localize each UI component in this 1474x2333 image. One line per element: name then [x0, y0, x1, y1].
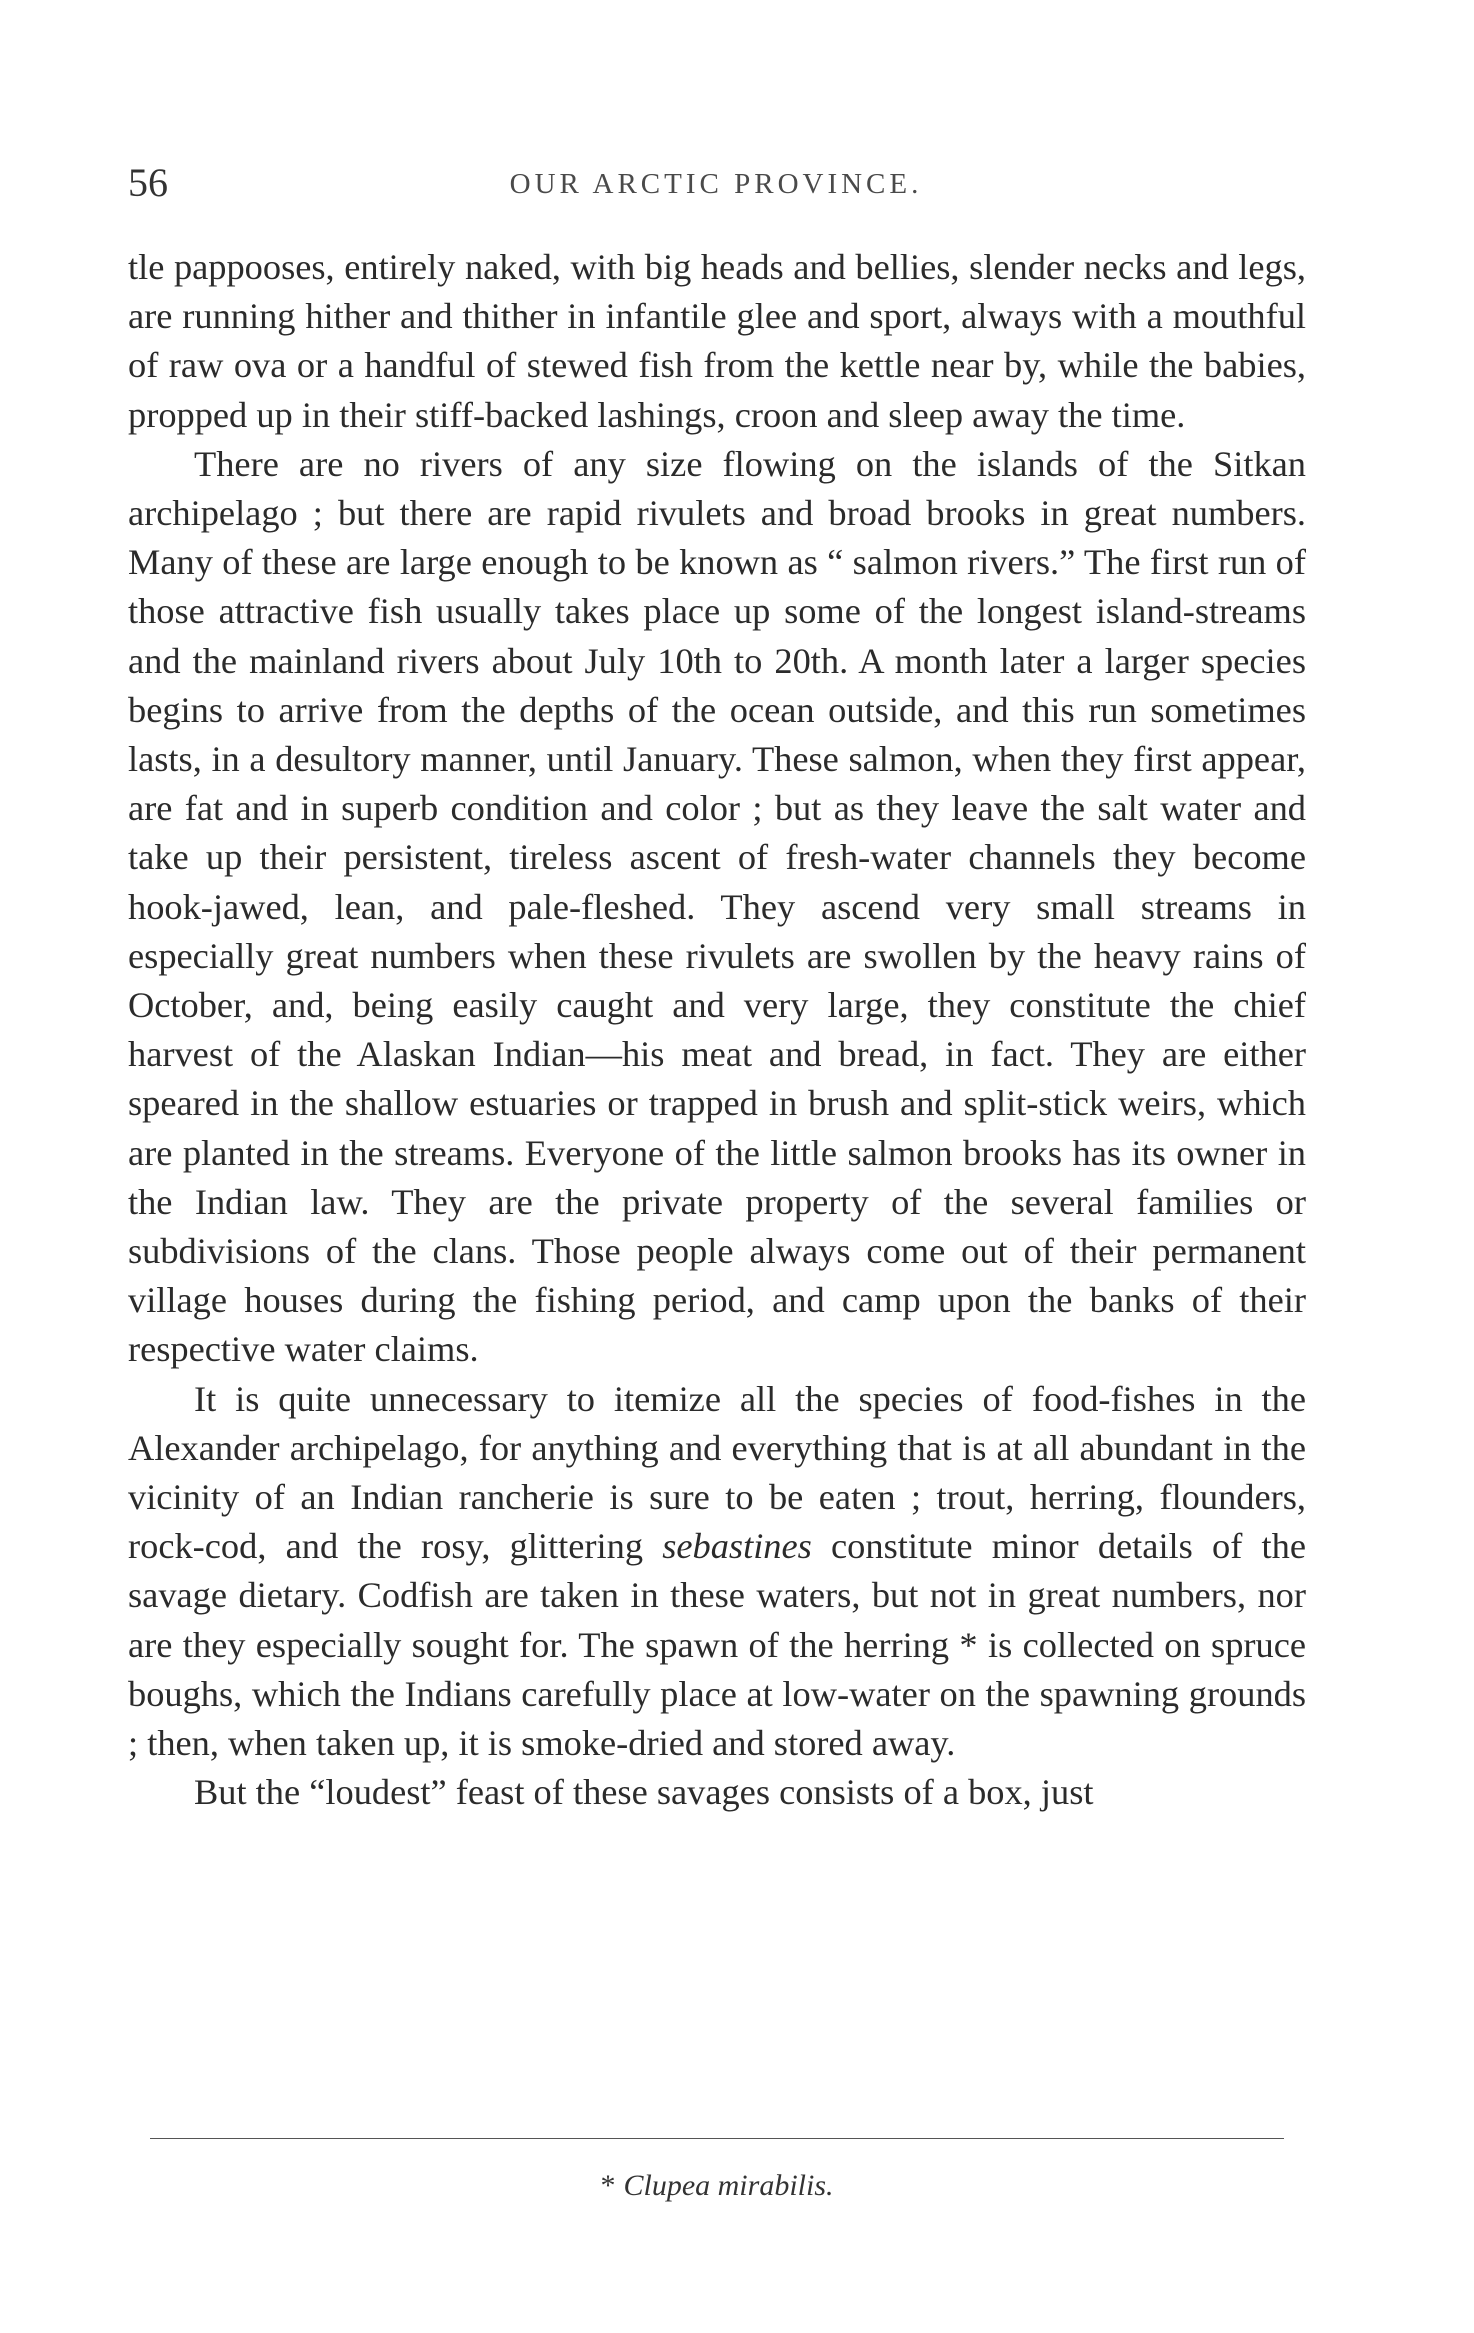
- paragraph-2: There are no rivers of any size flowing on the islands of the Sitkan archipelago ; but there are rapid rivulets and broad brooks in great numbers. Many of these are large enough to be known as “ salmon rivers.” The first run of those attractive fish usually takes place up some of the longest island-streams and the mainland rivers about July 10th to 20th. A month later a larger species begins to arrive from the depths of the ocean outside, and this run sometimes lasts, in a desultory manner, until January. These salmon, when they first appear, are fat and in superb condition and color ; but as they leave the salt water and take up their persistent, tireless ascent of fresh-water channels they become hook-jawed, lean, and pale-fleshed. They ascend very small streams in especially great numbers when these rivulets are swollen by the heavy rains of October, and, being easily caught and very large, they constitute the chief harvest of the Alaskan Indian—his meat and bread, in fact. They are either speared in the shallow estuaries or trapped in brush and split-stick weirs, which are planted in the streams. Everyone of the little salmon brooks has its owner in the Indian law. They are the private property of the several families or subdivisions of the clans. Those people always come out of their permanent village houses during the fishing period, and camp upon the banks of their respective water claims.: [128, 443, 1306, 1370]
- body-text: [128, 243, 1306, 1818]
- running-title: OUR ARCTIC PROVINCE.: [509, 168, 923, 200]
- italic-term: sebastines: [662, 1526, 812, 1567]
- running-head: [128, 158, 1304, 208]
- paragraph-3: [128, 1375, 1306, 1769]
- footnote-text: Clupea mirabilis.: [623, 2169, 834, 2202]
- footnote-reference: *: [949, 1624, 988, 1665]
- footnote: [128, 2166, 1306, 2206]
- paragraph-4: But the “loudest” feast of these savages consists of a box, just: [194, 1772, 1094, 1813]
- page-number: 56: [128, 160, 168, 205]
- paragraph-3-text-a: It is quite unnecessary to itemize all the species of food-fishes in the Alexander archipelago, for anything and everything that is at all abundant in the vicinity of an Indian rancherie is sure to be eaten ; trout, herring, flounders, rock-cod, and the rosy, glittering: [128, 1378, 1306, 1567]
- footnote-mark: *: [600, 2169, 616, 2202]
- paragraph-1: tle pappooses, entirely naked, with big heads and bellies, slender necks and legs, are running hither and thither in infantile glee and sport, always with a mouthful of raw ova or a handful of stewed fish from the kettle near by, while the babies, propped up in their stiff-backed lashings, croon and sleep away the time.: [128, 247, 1306, 435]
- paragraph-3-text-b: constitute minor details of the savage dietary. Codfish are taken in these waters, but not in great numbers, nor are they especially sought for. The spawn of the herring: [128, 1526, 1306, 1665]
- paragraph-3-text-c: is collected on spruce boughs, which the Indians carefully place at low-water on the spawning grounds ; then, when taken up, it is smoke-dried and stored away.: [128, 1624, 1307, 1764]
- footnote-divider: [150, 2138, 1284, 2139]
